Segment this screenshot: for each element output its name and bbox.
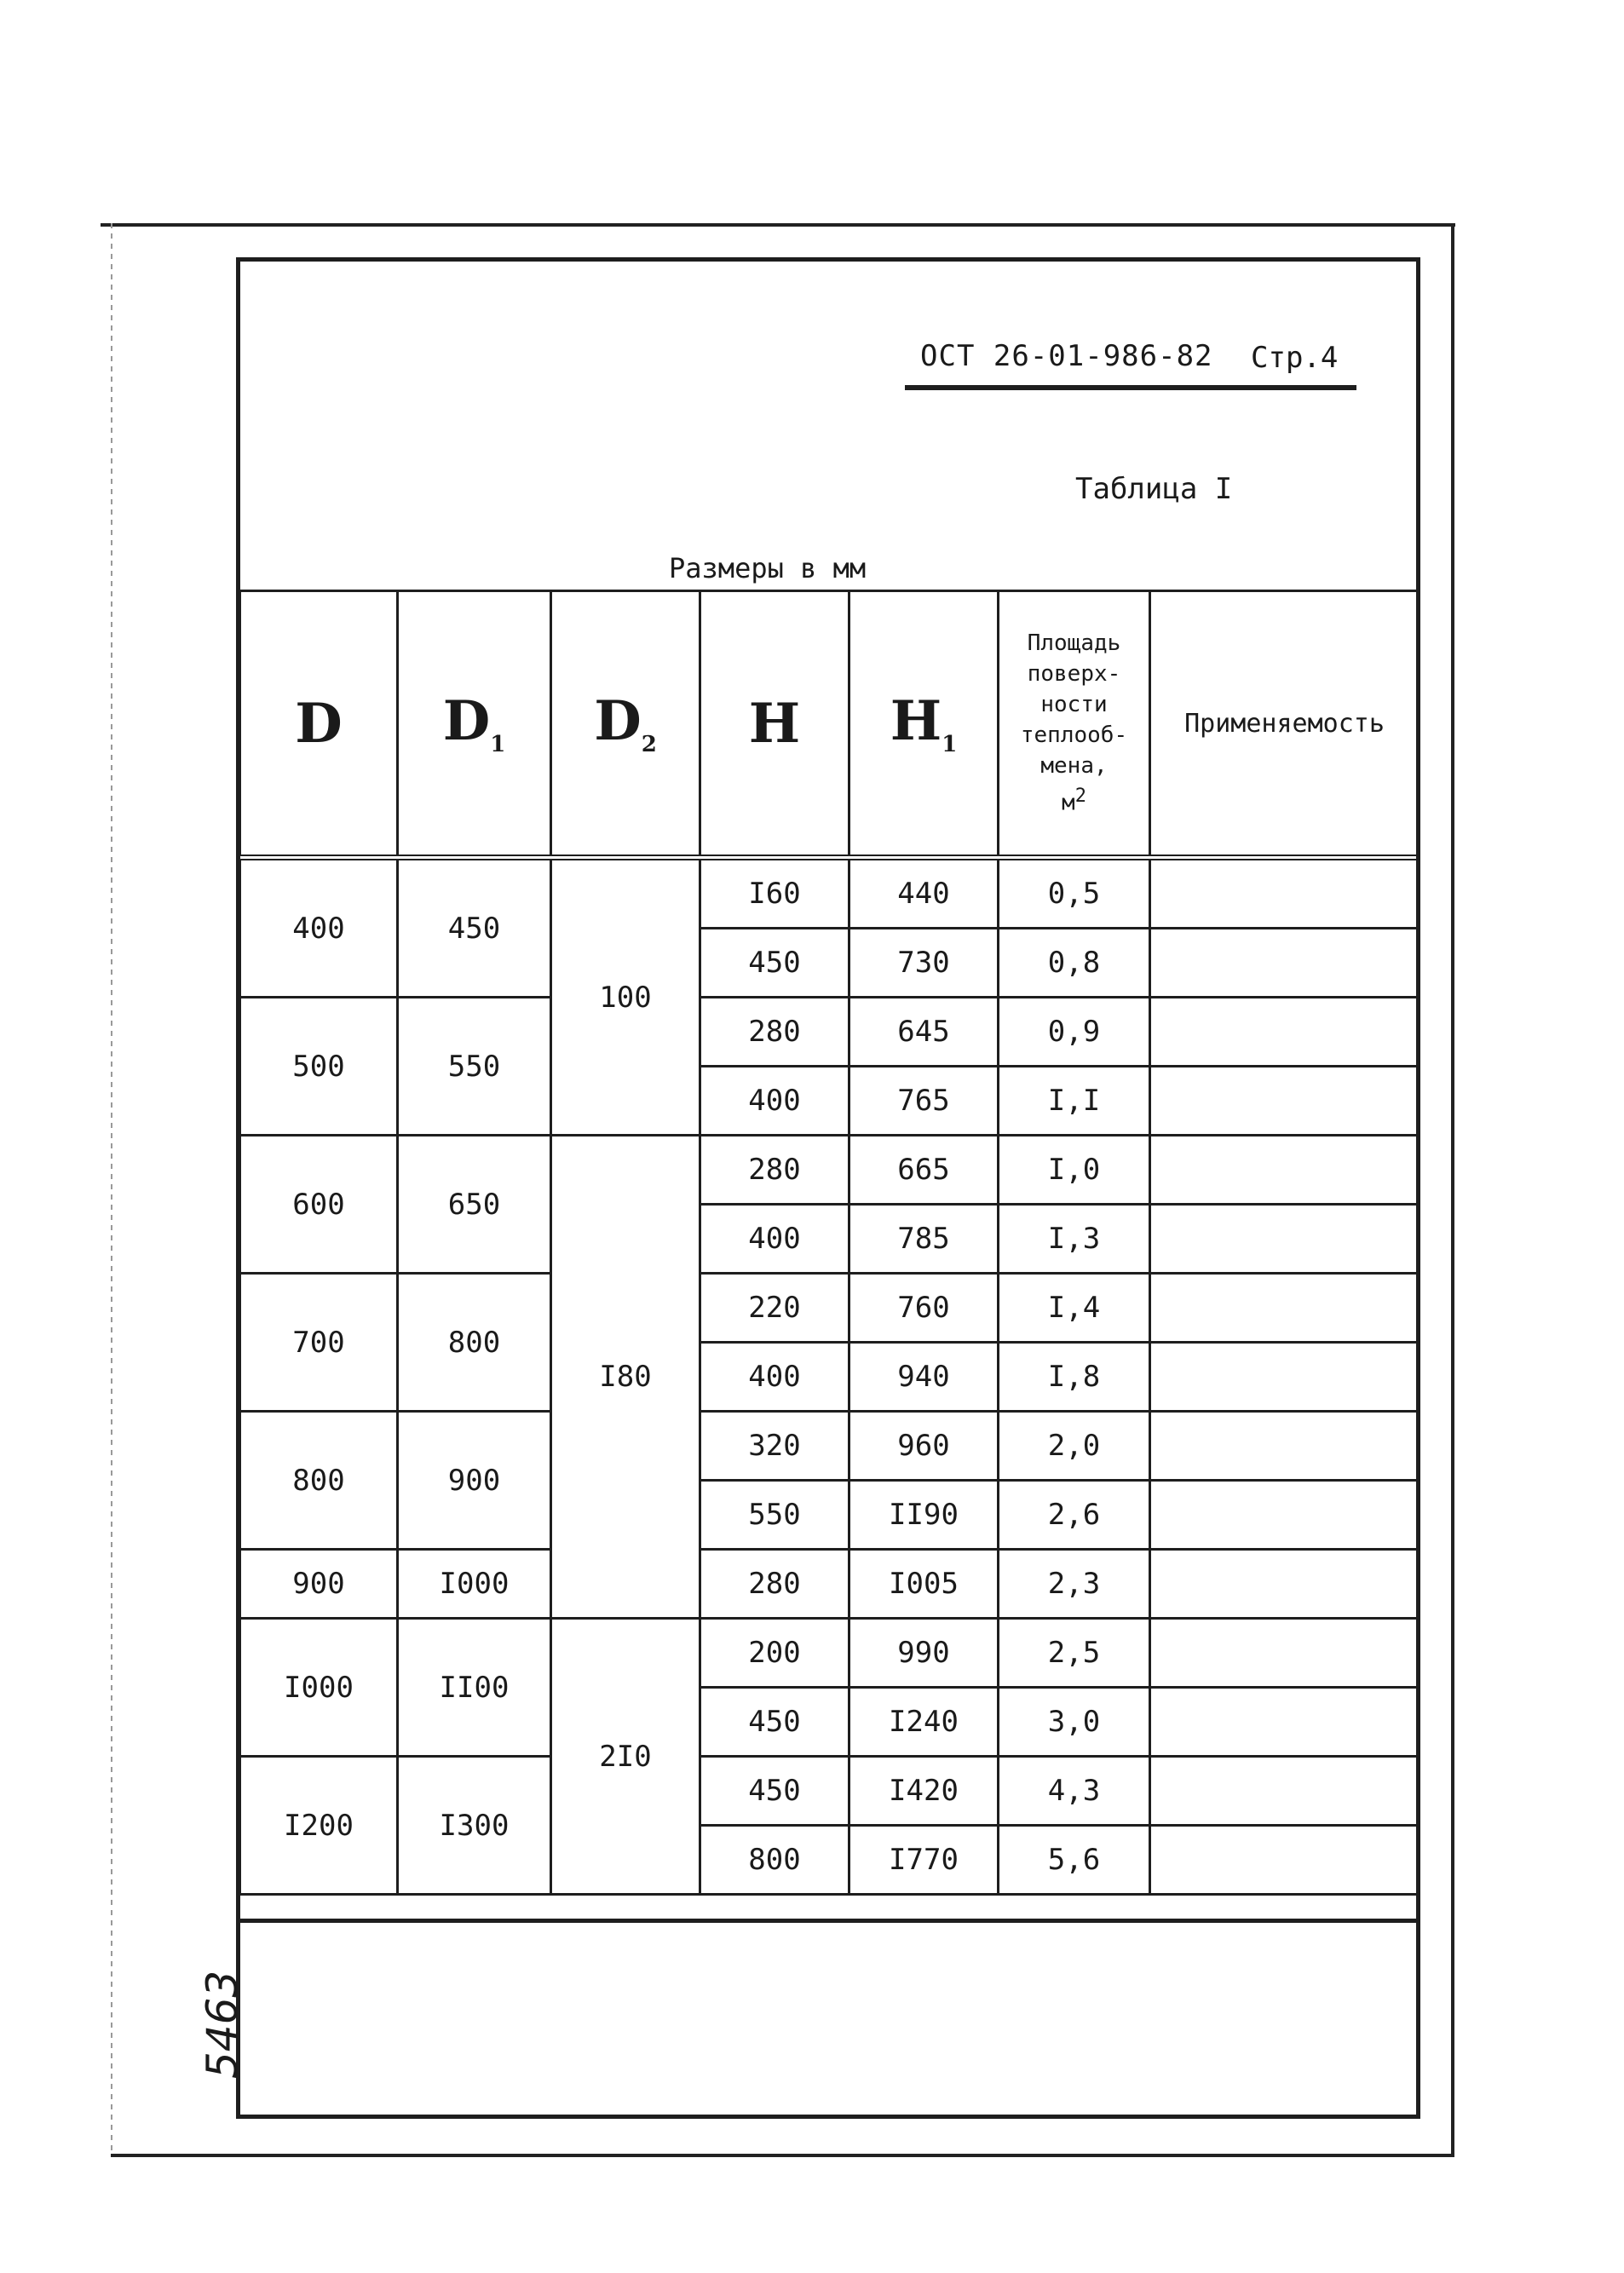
cell-h: I60 — [700, 858, 849, 929]
col-header-h1: $H_1$ — [849, 591, 999, 858]
cell-h: 550 — [700, 1481, 849, 1550]
cell-d: 800 — [240, 1412, 398, 1550]
cell-h1: 785 — [849, 1205, 999, 1274]
cell-area: 2,5 — [999, 1619, 1150, 1688]
cell-d: I000 — [240, 1619, 398, 1757]
col-header-area: Площадь поверх- ности теплооб- мена, $м^2$ — [999, 591, 1150, 858]
cell-h: 280 — [700, 1136, 849, 1205]
cell-d2: 2I0 — [551, 1619, 700, 1895]
cell-d1: 800 — [398, 1274, 551, 1412]
cell-h: 400 — [700, 1067, 849, 1136]
table-row — [240, 998, 1420, 1067]
cell-h: 800 — [700, 1826, 849, 1895]
cell-h: 450 — [700, 929, 849, 998]
cell-d1: I000 — [398, 1550, 551, 1619]
cell-h: 200 — [700, 1619, 849, 1688]
cell-applicability — [1150, 858, 1420, 929]
cell-area: 2,3 — [999, 1550, 1150, 1619]
table-row — [240, 1136, 1420, 1205]
cell-area: I,I — [999, 1067, 1150, 1136]
outer-frame-right — [1451, 223, 1454, 2157]
table-row — [240, 1550, 1420, 1619]
col-header-d2: $D_2$ — [551, 591, 700, 858]
cell-area: 0,9 — [999, 998, 1150, 1067]
cell-h1: I420 — [849, 1757, 999, 1826]
cell-d1: I300 — [398, 1757, 551, 1895]
cell-d1: II00 — [398, 1619, 551, 1757]
cell-h: 400 — [700, 1205, 849, 1274]
cell-d: I200 — [240, 1757, 398, 1895]
cell-area: 4,3 — [999, 1757, 1150, 1826]
table-row — [240, 1274, 1420, 1343]
cell-h: 450 — [700, 1688, 849, 1757]
table-row — [240, 1757, 1420, 1826]
cell-d1: 900 — [398, 1412, 551, 1550]
cell-d1: 450 — [398, 858, 551, 998]
cell-h1: 665 — [849, 1136, 999, 1205]
table-row — [240, 1412, 1420, 1481]
cell-applicability — [1150, 1826, 1420, 1895]
table-title: Таблица I — [1075, 472, 1233, 506]
cell-d1: 550 — [398, 998, 551, 1136]
bottom-rule — [239, 1919, 1418, 1923]
units-note: Размеры в мм — [669, 552, 867, 584]
cell-applicability — [1150, 929, 1420, 998]
document-code: ОСТ 26-01-986-82 — [920, 339, 1213, 373]
cell-area: I,8 — [999, 1343, 1150, 1412]
cell-h1: I005 — [849, 1550, 999, 1619]
cell-d: 700 — [240, 1274, 398, 1412]
cell-h1: 730 — [849, 929, 999, 998]
cell-applicability — [1150, 1619, 1420, 1688]
cell-h: 400 — [700, 1343, 849, 1412]
cell-area: 3,0 — [999, 1688, 1150, 1757]
col-header-d: D — [240, 591, 398, 858]
header-underline — [905, 385, 1356, 390]
cell-applicability — [1150, 1688, 1420, 1757]
cell-h: 450 — [700, 1757, 849, 1826]
cell-h1: 645 — [849, 998, 999, 1067]
cell-applicability — [1150, 1067, 1420, 1136]
cell-h1: 440 — [849, 858, 999, 929]
table-row — [240, 858, 1420, 929]
table-row — [240, 1619, 1420, 1688]
outer-frame-top — [101, 223, 1455, 227]
col-header-h: H — [700, 591, 849, 858]
cell-applicability — [1150, 1481, 1420, 1550]
cell-d2: I80 — [551, 1136, 700, 1619]
cell-applicability — [1150, 1205, 1420, 1274]
cell-h: 220 — [700, 1274, 849, 1343]
cell-h1: 760 — [849, 1274, 999, 1343]
outer-frame-left — [111, 223, 112, 2157]
cell-applicability — [1150, 1412, 1420, 1481]
col-header-d1: $D_1$ — [398, 591, 551, 858]
cell-area: 5,6 — [999, 1826, 1150, 1895]
dimensions-table — [239, 590, 1420, 1896]
cell-h: 280 — [700, 1550, 849, 1619]
cell-h1: I770 — [849, 1826, 999, 1895]
cell-area: 0,5 — [999, 858, 1150, 929]
cell-area: I,4 — [999, 1274, 1150, 1343]
cell-applicability — [1150, 1550, 1420, 1619]
cell-d: 900 — [240, 1550, 398, 1619]
cell-area: 2,6 — [999, 1481, 1150, 1550]
page-number: Стр.4 — [1251, 341, 1339, 375]
cell-applicability — [1150, 998, 1420, 1067]
cell-area: 2,0 — [999, 1412, 1150, 1481]
cell-d: 400 — [240, 858, 398, 998]
cell-area: 0,8 — [999, 929, 1150, 998]
cell-applicability — [1150, 1136, 1420, 1205]
cell-applicability — [1150, 1757, 1420, 1826]
table-header-row — [240, 591, 1420, 858]
cell-d1: 650 — [398, 1136, 551, 1274]
cell-h1: II90 — [849, 1481, 999, 1550]
cell-applicability — [1150, 1343, 1420, 1412]
cell-h1: 940 — [849, 1343, 999, 1412]
outer-frame-bottom — [111, 2154, 1454, 2157]
cell-area: I,0 — [999, 1136, 1150, 1205]
cell-h1: 990 — [849, 1619, 999, 1688]
archive-number: 5463 — [198, 1970, 247, 2079]
cell-h: 280 — [700, 998, 849, 1067]
cell-h: 320 — [700, 1412, 849, 1481]
cell-d2: 100 — [551, 858, 700, 1136]
col-header-applicability: Применяемость — [1150, 591, 1420, 858]
cell-h1: 765 — [849, 1067, 999, 1136]
cell-h1: I240 — [849, 1688, 999, 1757]
cell-d: 500 — [240, 998, 398, 1136]
cell-d: 600 — [240, 1136, 398, 1274]
cell-area: I,3 — [999, 1205, 1150, 1274]
cell-applicability — [1150, 1274, 1420, 1343]
cell-h1: 960 — [849, 1412, 999, 1481]
